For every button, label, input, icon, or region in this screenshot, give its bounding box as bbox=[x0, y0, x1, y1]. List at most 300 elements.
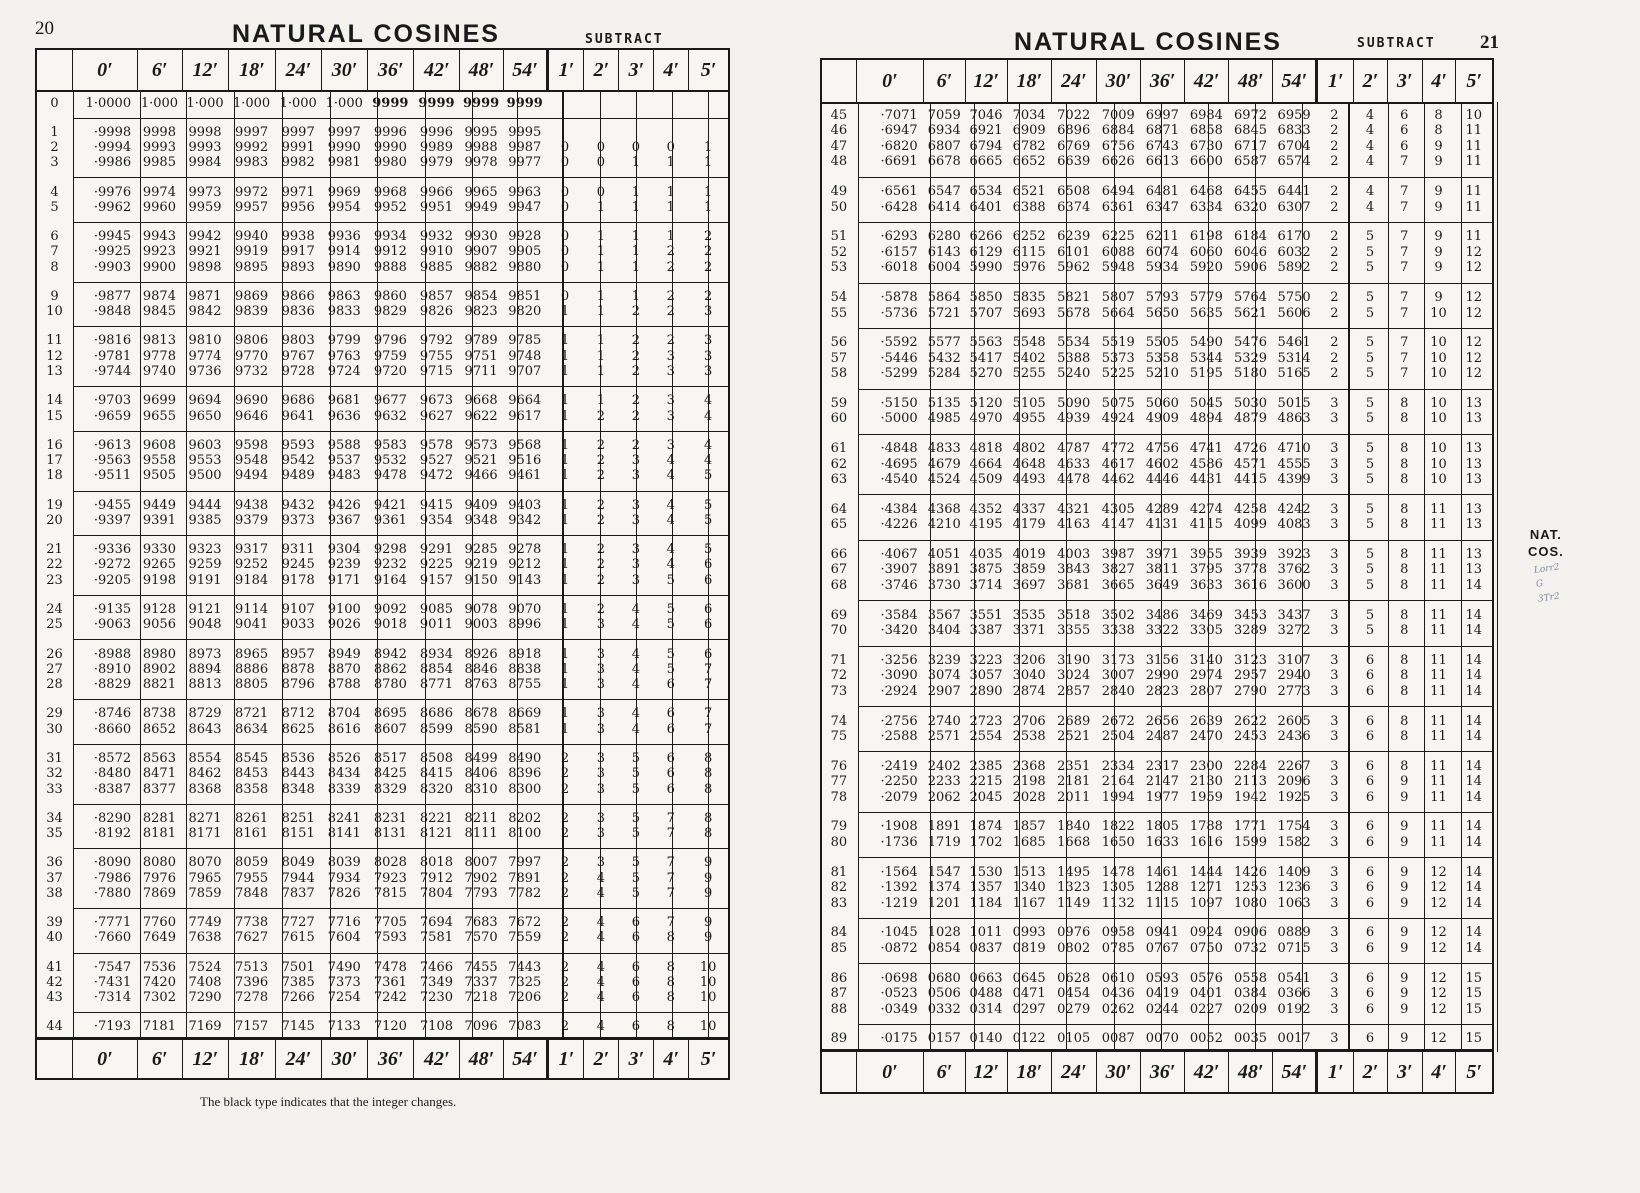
group-rule bbox=[858, 389, 1492, 390]
cosine-value: 1994 bbox=[1101, 789, 1135, 805]
mean-difference: 6 bbox=[1365, 835, 1375, 851]
cosine-value: 5807 bbox=[1101, 289, 1135, 305]
column-header: 2′ bbox=[1353, 60, 1387, 102]
mean-difference: 8 bbox=[1400, 441, 1409, 456]
cosine-value: 5030 bbox=[1233, 395, 1268, 411]
cosine-value: 3939 bbox=[1233, 546, 1268, 562]
cosine-value: 7559 bbox=[508, 930, 542, 946]
cosine-value: 3923 bbox=[1277, 546, 1311, 562]
degree-label: 82 bbox=[830, 880, 848, 896]
cosine-value: 7034 bbox=[1012, 107, 1046, 123]
cosine-value: 1495 bbox=[1057, 864, 1091, 880]
mean-difference: 14 bbox=[1465, 729, 1482, 745]
group-rule bbox=[73, 282, 728, 283]
mean-difference: 11 bbox=[1430, 789, 1447, 805]
cosine-value: 1633 bbox=[1145, 835, 1179, 851]
mean-difference: 0 bbox=[596, 140, 606, 156]
cosine-value: 8934 bbox=[419, 646, 453, 662]
table-row bbox=[822, 729, 1492, 745]
cosine-value: 1409 bbox=[1277, 864, 1311, 880]
mean-difference: 3 bbox=[1330, 456, 1339, 472]
mean-difference: 9 bbox=[1400, 970, 1409, 986]
cosine-value: 9839 bbox=[235, 304, 269, 320]
cosine-value: 5678 bbox=[1057, 305, 1091, 321]
cosine-value: ·9962 bbox=[93, 199, 132, 215]
cosine-value: 6521 bbox=[1012, 184, 1046, 200]
degree-label: 76 bbox=[830, 758, 848, 774]
cosine-value: 9949 bbox=[464, 199, 498, 215]
mean-difference: 1 bbox=[560, 661, 570, 677]
cosine-value: 8080 bbox=[142, 855, 176, 871]
cosine-value: 5934 bbox=[1145, 260, 1179, 276]
mean-difference: 15 bbox=[1465, 1001, 1482, 1017]
cosine-value: 5505 bbox=[1145, 335, 1179, 351]
cosine-value: 5850 bbox=[969, 289, 1003, 305]
cosine-value: 9252 bbox=[235, 557, 269, 573]
column-header: 12′ bbox=[182, 1040, 229, 1078]
cosine-value: 6225 bbox=[1101, 229, 1135, 245]
mean-difference: 8 bbox=[1400, 456, 1409, 472]
cosine-value: 2773 bbox=[1277, 683, 1311, 699]
cosine-value: 6934 bbox=[927, 123, 961, 139]
cosine-value: ·4695 bbox=[880, 456, 918, 472]
cosine-value: 9736 bbox=[188, 364, 222, 380]
cosine-value: 1201 bbox=[927, 895, 961, 911]
cosine-value: 1374 bbox=[927, 880, 961, 896]
degree-label: 43 bbox=[46, 990, 63, 1006]
mean-difference: 3 bbox=[1330, 758, 1339, 774]
cosine-value: 9699 bbox=[142, 393, 176, 409]
cosine-value: 6074 bbox=[1145, 244, 1179, 260]
cosine-value: 5358 bbox=[1145, 350, 1179, 366]
mean-difference: 6 bbox=[1365, 1031, 1375, 1047]
cosine-value: 7997 bbox=[508, 855, 542, 871]
mean-difference: 4 bbox=[596, 959, 606, 975]
mean-difference: 13 bbox=[1465, 517, 1482, 533]
cosine-value: 2198 bbox=[1012, 774, 1046, 790]
cosine-value: ·4848 bbox=[880, 441, 918, 456]
mean-difference: 2 bbox=[596, 468, 606, 484]
cosine-value: 6280 bbox=[927, 229, 961, 245]
mean-difference: 8 bbox=[1400, 395, 1409, 411]
cosine-value: 5045 bbox=[1189, 395, 1223, 411]
mean-difference: 4 bbox=[666, 542, 675, 558]
cosine-value: 7524 bbox=[188, 959, 222, 975]
cosine-value: 1271 bbox=[1189, 880, 1223, 896]
cosine-value: 3649 bbox=[1145, 578, 1179, 594]
cosine-value: ·9986 bbox=[93, 155, 132, 171]
cosine-value: 4586 bbox=[1189, 456, 1223, 472]
cosine-value: 9999 bbox=[372, 95, 409, 111]
mean-difference: 8 bbox=[1400, 652, 1409, 668]
cosine-value: 8780 bbox=[373, 677, 407, 693]
cosine-value: 1288 bbox=[1145, 880, 1179, 896]
mean-difference: 10 bbox=[1430, 335, 1447, 351]
mean-difference: 6 bbox=[1365, 668, 1375, 684]
mean-difference: 3 bbox=[1330, 895, 1339, 911]
cosine-value: 9966 bbox=[419, 184, 453, 200]
cosine-value: 1719 bbox=[927, 835, 961, 851]
cosine-value: 5476 bbox=[1233, 335, 1268, 351]
cosine-value: 2181 bbox=[1057, 774, 1091, 790]
degree-label: 24 bbox=[46, 602, 63, 617]
cosine-value: 9778 bbox=[142, 348, 176, 364]
mean-difference: 5 bbox=[666, 661, 675, 677]
cosine-value: 8607 bbox=[373, 721, 407, 737]
cosine-value: 9385 bbox=[188, 512, 222, 528]
mean-difference: 2 bbox=[596, 453, 606, 469]
cosine-value: 4555 bbox=[1277, 456, 1311, 472]
cosine-value: ·2250 bbox=[880, 774, 918, 790]
cosine-value: 3971 bbox=[1145, 546, 1179, 562]
cosine-value: 2096 bbox=[1277, 774, 1311, 790]
table-row bbox=[37, 811, 728, 826]
cosine-value: 5314 bbox=[1277, 350, 1311, 366]
cosine-value: 7096 bbox=[464, 1019, 498, 1035]
cosine-value: 7513 bbox=[235, 959, 269, 975]
cosine-value: 8443 bbox=[281, 766, 315, 782]
cosine-value: 4352 bbox=[969, 501, 1003, 517]
table-row bbox=[37, 557, 728, 572]
mean-difference: 1 bbox=[596, 393, 606, 409]
cosine-value: 7912 bbox=[419, 870, 453, 886]
group-rule bbox=[73, 386, 728, 387]
cosine-value: 1132 bbox=[1101, 895, 1135, 911]
cosine-value: ·9877 bbox=[93, 288, 132, 304]
cosine-value: 9298 bbox=[373, 542, 407, 558]
table-row bbox=[37, 870, 728, 885]
cosine-value: 5821 bbox=[1057, 289, 1091, 305]
mean-difference: 4 bbox=[666, 557, 675, 573]
mean-difference: 11 bbox=[1465, 154, 1482, 170]
cosine-value: ·9272 bbox=[93, 557, 132, 573]
cosine-value: 9763 bbox=[327, 348, 361, 364]
cosine-value: 7760 bbox=[142, 915, 176, 931]
cosine-value: 8517 bbox=[373, 750, 407, 766]
cosine-value: 8545 bbox=[235, 750, 269, 766]
cosine-value: ·9945 bbox=[93, 229, 132, 245]
cosine-value: 8949 bbox=[327, 646, 361, 662]
mean-difference: 10 bbox=[699, 990, 717, 1006]
cosine-value: 0436 bbox=[1101, 986, 1135, 1002]
cosine-value: ·8192 bbox=[93, 826, 132, 842]
mean-difference: 5 bbox=[666, 646, 675, 662]
cosine-value: 5402 bbox=[1012, 350, 1046, 366]
mean-difference: 0 bbox=[666, 140, 675, 156]
cosine-value: 9489 bbox=[281, 468, 315, 484]
cosine-value: 9789 bbox=[464, 333, 498, 349]
degree-label: 52 bbox=[830, 244, 848, 260]
cosine-value: ·9659 bbox=[93, 408, 132, 424]
mean-difference: 6 bbox=[1365, 774, 1375, 790]
table-row bbox=[37, 1019, 728, 1034]
cosine-value: 7859 bbox=[188, 885, 222, 901]
cosine-value: 2639 bbox=[1189, 713, 1223, 729]
degree-label: 26 bbox=[46, 646, 63, 662]
cosine-value: 9632 bbox=[373, 408, 407, 424]
degree-label: 54 bbox=[830, 289, 848, 305]
mean-difference: 3 bbox=[666, 393, 675, 409]
group-rule bbox=[858, 857, 1492, 858]
column-header: 54′ bbox=[1272, 60, 1315, 102]
cosine-value: 6600 bbox=[1189, 154, 1223, 170]
column-rule bbox=[1497, 102, 1498, 1052]
column-header: 36′ bbox=[1140, 1052, 1184, 1092]
mean-difference: 9 bbox=[1434, 154, 1443, 170]
mean-difference: 1 bbox=[703, 184, 713, 200]
cosine-value: 9107 bbox=[281, 602, 315, 617]
group-rule bbox=[73, 222, 728, 223]
cosine-value: 6170 bbox=[1277, 229, 1311, 245]
degree-label: 28 bbox=[46, 677, 63, 693]
mean-difference: 9 bbox=[1400, 864, 1409, 880]
table-row bbox=[822, 335, 1492, 351]
cosine-value: 9898 bbox=[188, 259, 222, 275]
cosine-value: 3795 bbox=[1189, 562, 1223, 578]
cosine-value: 8453 bbox=[235, 766, 269, 782]
mean-difference: 6 bbox=[631, 990, 640, 1006]
cosine-value: ·9205 bbox=[93, 572, 132, 588]
cosine-value: 5793 bbox=[1145, 289, 1179, 305]
table-row bbox=[37, 915, 728, 930]
mean-difference: 8 bbox=[703, 826, 713, 842]
mean-difference: 10 bbox=[1465, 107, 1482, 123]
cosine-value: 0227 bbox=[1189, 1001, 1223, 1017]
mean-difference: 2 bbox=[596, 512, 606, 528]
cosine-value: 9895 bbox=[235, 259, 269, 275]
column-header: 24′ bbox=[275, 1040, 322, 1078]
cosine-value: 8854 bbox=[419, 661, 453, 677]
table-row bbox=[822, 472, 1492, 488]
degree-label: 78 bbox=[830, 789, 848, 805]
cosine-value: 9100 bbox=[327, 602, 361, 617]
table-row bbox=[822, 578, 1492, 594]
mean-difference: 5 bbox=[1365, 441, 1375, 456]
cosine-value: 0593 bbox=[1145, 970, 1179, 986]
cosine-value: 9265 bbox=[142, 557, 176, 573]
mean-difference: 13 bbox=[1465, 562, 1482, 578]
cosine-value: 5892 bbox=[1277, 260, 1311, 276]
mean-difference: 3 bbox=[703, 348, 713, 364]
mean-difference: 9 bbox=[703, 930, 713, 946]
cosine-value: 6347 bbox=[1145, 199, 1179, 215]
cosine-value: 3322 bbox=[1145, 623, 1179, 639]
column-header: 4′ bbox=[1422, 1052, 1456, 1092]
mean-difference: 5 bbox=[631, 810, 640, 826]
cosine-value: ·9563 bbox=[93, 453, 132, 469]
mean-difference: 2 bbox=[1330, 229, 1339, 245]
cosine-value: 9942 bbox=[188, 229, 222, 245]
cosine-value: 9792 bbox=[419, 333, 453, 349]
cosine-value: 0279 bbox=[1057, 1001, 1091, 1017]
cosine-value: 3827 bbox=[1101, 562, 1135, 578]
cosine-value: 9568 bbox=[508, 437, 542, 453]
cosine-value: 5906 bbox=[1233, 260, 1268, 276]
degree-label: 69 bbox=[830, 607, 848, 623]
cosine-value: 0976 bbox=[1057, 925, 1091, 941]
cosine-value: 9641 bbox=[281, 408, 315, 424]
cosine-value: 4289 bbox=[1145, 501, 1179, 517]
cosine-value: 9379 bbox=[235, 512, 269, 528]
mean-difference: 1 bbox=[666, 155, 675, 171]
cosine-value: 2823 bbox=[1145, 683, 1179, 699]
mean-difference: 2 bbox=[666, 288, 675, 304]
mean-difference: 15 bbox=[1465, 986, 1482, 1002]
cosine-value: 9857 bbox=[419, 288, 453, 304]
degree-label: 86 bbox=[830, 970, 848, 986]
cosine-value: ·5000 bbox=[880, 411, 918, 427]
cosine-value: 0610 bbox=[1101, 970, 1135, 986]
cosine-value: 8669 bbox=[508, 706, 542, 722]
cosine-value: 7793 bbox=[464, 885, 498, 901]
mean-difference: 1 bbox=[703, 155, 713, 171]
cosine-value: 9900 bbox=[142, 259, 176, 275]
cosine-value: 2990 bbox=[1145, 668, 1179, 684]
cosine-value: 8348 bbox=[281, 781, 315, 797]
cosine-value: 9833 bbox=[327, 304, 361, 320]
cosine-value: 8329 bbox=[373, 781, 407, 797]
cosine-value: ·5878 bbox=[880, 289, 918, 305]
cosine-value: 9558 bbox=[142, 453, 176, 469]
cosine-value: 8161 bbox=[235, 826, 269, 842]
mean-difference: 1 bbox=[631, 155, 640, 171]
mean-difference: 9 bbox=[1434, 199, 1443, 215]
cosine-value: 5976 bbox=[1012, 260, 1046, 276]
mean-difference: 1 bbox=[596, 333, 606, 349]
mean-difference: 14 bbox=[1465, 880, 1482, 896]
group-rule bbox=[73, 699, 728, 700]
mean-difference: 3 bbox=[596, 766, 606, 782]
cosine-value: 9542 bbox=[281, 453, 315, 469]
mean-difference: 7 bbox=[1400, 199, 1409, 215]
mean-difference: 4 bbox=[596, 915, 606, 931]
mean-difference: 1 bbox=[560, 333, 570, 349]
mean-difference: 3 bbox=[596, 617, 606, 633]
cosine-value: 7976 bbox=[142, 870, 176, 886]
mean-difference: 5 bbox=[631, 766, 640, 782]
table-row bbox=[37, 408, 728, 423]
cosine-value: 2790 bbox=[1233, 683, 1268, 699]
mean-difference: 6 bbox=[703, 602, 713, 617]
cosine-value: 1599 bbox=[1233, 835, 1268, 851]
cosine-value: 6534 bbox=[969, 184, 1003, 200]
cosine-value: 9198 bbox=[142, 572, 176, 588]
cosine-value: 1184 bbox=[969, 895, 1003, 911]
column-header: 4′ bbox=[653, 50, 688, 90]
cosine-value: 0419 bbox=[1145, 986, 1179, 1002]
cosine-value: 3156 bbox=[1145, 652, 1179, 668]
cosine-value: 6143 bbox=[927, 244, 961, 260]
cosine-value: 9971 bbox=[281, 184, 315, 200]
cosine-value: 8028 bbox=[373, 855, 407, 871]
pencil-annotation bbox=[1533, 560, 1564, 606]
mean-difference: 2 bbox=[560, 766, 570, 782]
cosine-value: 0558 bbox=[1233, 970, 1268, 986]
cosine-value: 7266 bbox=[281, 990, 315, 1006]
cosine-value: 9026 bbox=[327, 617, 361, 633]
degree-label: 72 bbox=[830, 668, 848, 684]
mean-difference: 6 bbox=[1365, 940, 1375, 956]
cosine-value: 6909 bbox=[1012, 123, 1046, 139]
cosine-value: 7385 bbox=[281, 974, 315, 990]
cosine-value: ·9976 bbox=[93, 184, 132, 200]
cosine-value: 9952 bbox=[373, 199, 407, 215]
mean-difference: 5 bbox=[1365, 472, 1375, 488]
cosine-value: 1874 bbox=[969, 819, 1003, 835]
cosine-value: ·9998 bbox=[93, 124, 132, 140]
mean-difference: 5 bbox=[1365, 229, 1375, 245]
degree-label: 87 bbox=[830, 986, 848, 1002]
cosine-value: 8678 bbox=[464, 706, 498, 722]
cosine-value: 0732 bbox=[1233, 940, 1268, 956]
cosine-value: 9957 bbox=[235, 199, 269, 215]
mean-difference: 6 bbox=[666, 706, 675, 722]
cosine-value: 9732 bbox=[235, 364, 269, 380]
mean-difference: 8 bbox=[1400, 729, 1409, 745]
cosine-value: 5721 bbox=[927, 305, 961, 321]
cosine-value: 9150 bbox=[464, 572, 498, 588]
column-header: 6′ bbox=[923, 60, 964, 102]
cosine-value: 2147 bbox=[1145, 774, 1179, 790]
mean-difference: 12 bbox=[1430, 986, 1447, 1002]
degree-label: 51 bbox=[830, 229, 848, 245]
cosine-value: ·2924 bbox=[880, 683, 918, 699]
cosine-value: 6494 bbox=[1101, 184, 1135, 200]
degree-label: 85 bbox=[830, 940, 848, 956]
mean-difference: 4 bbox=[703, 408, 713, 424]
cosine-value: 6871 bbox=[1145, 123, 1179, 139]
mean-difference: 6 bbox=[1365, 729, 1375, 745]
mean-difference: 8 bbox=[1400, 683, 1409, 699]
mean-difference: 5 bbox=[703, 497, 713, 513]
cosine-value: 9842 bbox=[188, 304, 222, 320]
cosine-value: 9912 bbox=[373, 244, 407, 260]
cosine-value: 9426 bbox=[327, 497, 361, 513]
cosine-value: 7804 bbox=[419, 885, 453, 901]
cosine-value: 9806 bbox=[235, 333, 269, 349]
table-row bbox=[37, 975, 728, 990]
mean-difference: 7 bbox=[1400, 229, 1409, 245]
cosine-value: ·5150 bbox=[880, 395, 918, 411]
mean-difference: 3 bbox=[703, 333, 713, 349]
cosine-value: ·8480 bbox=[93, 766, 132, 782]
table-row bbox=[822, 941, 1492, 957]
cosine-value: 1·000 bbox=[325, 95, 363, 111]
cosine-value: ·0523 bbox=[880, 986, 918, 1002]
cosine-value: 6374 bbox=[1057, 199, 1091, 215]
cosine-value: 1530 bbox=[969, 864, 1003, 880]
column-header: 36′ bbox=[367, 1040, 414, 1078]
mean-difference: 9 bbox=[1400, 835, 1409, 851]
cosine-value: 7181 bbox=[142, 1019, 176, 1035]
degree-label: 6 bbox=[50, 229, 59, 245]
cosine-value: 6239 bbox=[1057, 229, 1091, 245]
cosine-value: 7396 bbox=[235, 974, 269, 990]
cosine-value: 1·000 bbox=[140, 95, 179, 111]
mean-difference: 11 bbox=[1430, 819, 1447, 835]
cosine-value: 1650 bbox=[1101, 835, 1135, 851]
cosine-value: 9860 bbox=[373, 288, 407, 304]
cosine-value: 3272 bbox=[1277, 623, 1311, 639]
cosine-value: ·7314 bbox=[93, 990, 132, 1006]
table-row bbox=[822, 366, 1492, 382]
column-header: 18′ bbox=[1007, 60, 1051, 102]
mean-difference: 3 bbox=[1330, 864, 1339, 880]
cosine-value: 8281 bbox=[142, 810, 176, 826]
cosine-value: 9990 bbox=[327, 140, 361, 156]
cosine-value: 3551 bbox=[969, 607, 1003, 623]
cosine-value: 7490 bbox=[327, 959, 361, 975]
